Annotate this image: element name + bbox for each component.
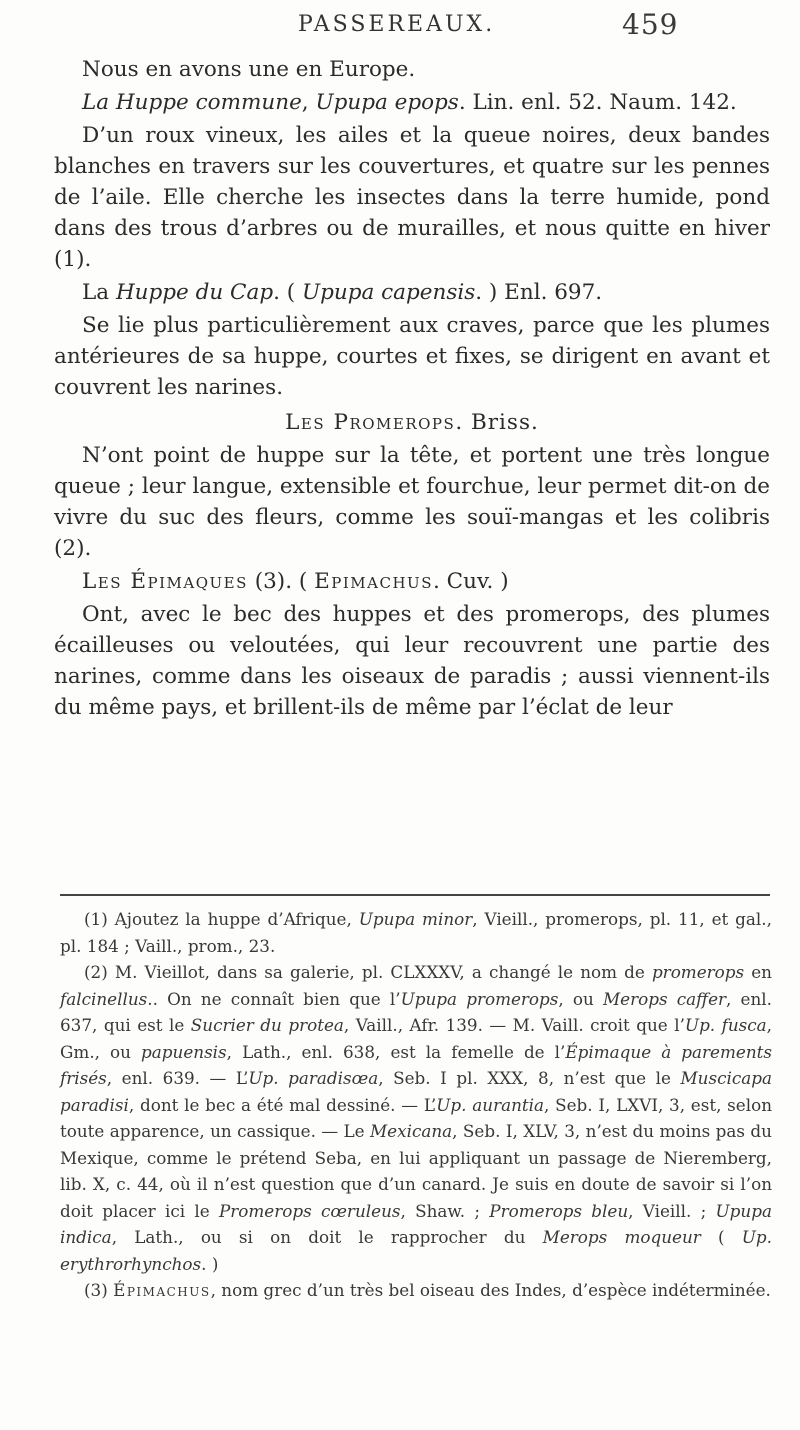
- text: (: [700, 1227, 742, 1247]
- text: La: [82, 280, 116, 305]
- text: , Gm., ou: [60, 1015, 772, 1062]
- text: Up. aurantia: [436, 1094, 545, 1115]
- text: Up. fusca: [684, 1015, 767, 1035]
- paragraph: [54, 54, 770, 85]
- text: papuensis: [141, 1041, 227, 1062]
- page-number: 459: [622, 8, 679, 41]
- text: (2) M. Vieillot, dans sa galerie, pl. CLXXXV, a changé le nom de: [84, 962, 652, 982]
- text: Épimaque à parements frisés: [60, 1041, 772, 1088]
- text: , Lath., enl. 638, est la femelle de l’: [226, 1041, 566, 1062]
- reference: . ) Enl. 697.: [475, 280, 603, 305]
- section-heading-promerops: [54, 407, 770, 438]
- latin-name: Upupa capensis: [301, 280, 476, 305]
- text: Up. erythrorhynchos: [60, 1227, 772, 1274]
- footnote-divider: [60, 894, 770, 896]
- entry-hoopoe-cape: [54, 277, 770, 308]
- running-title: PASSEREAUX.: [298, 12, 496, 37]
- text: Up. paradisœa: [248, 1068, 379, 1088]
- text: Nous en avons une en Europe.: [82, 57, 416, 82]
- entry-hoopoe-common: [54, 87, 770, 118]
- text: Sucrier du protea: [190, 1015, 344, 1035]
- text: Se lie plus particulièrement aux craves, parce que les plumes antérieures de sa huppe, courtes et fixes, se dirigent en avant et couvrent les narines.: [54, 313, 770, 400]
- text: Mexicana: [370, 1121, 453, 1141]
- heading-ref: . Briss.: [455, 410, 539, 435]
- text: Promerops bleu: [489, 1200, 629, 1221]
- text: D’un roux vineux, les ailes et la queue noires, deux bandes blanches en travers sur les couvertures, et quatre sur les pennes de l’aile. Elle cherche les insectes dans la terre humide, pond dans des trous d’arbres ou de murailles, et nous quitte en hiver (1).: [54, 123, 770, 272]
- text: , enl. 637, qui est le: [60, 988, 772, 1035]
- text: Upupa minor: [358, 909, 473, 929]
- text: (3). (: [247, 569, 315, 594]
- paragraph: [54, 310, 770, 403]
- footnotes: [60, 906, 772, 1304]
- text: promerops: [651, 962, 745, 982]
- text: Upupa promerops: [400, 988, 559, 1009]
- text: (1) Ajoutez la huppe d’Afrique,: [84, 909, 359, 929]
- text: . ): [201, 1253, 219, 1274]
- latin-name: Upupa epops: [315, 90, 459, 115]
- text: N’ont point de huppe sur la tête, et portent une très longue queue ; leur langue, extensible et fourchue, leur permet dit-on de vivre du suc des fleurs, comme les souï-mangas et les colibris (2).: [54, 443, 770, 561]
- text: Promerops cœruleus: [218, 1200, 401, 1221]
- text: Épimachus: [113, 1280, 211, 1300]
- text: falcinellus: [60, 988, 148, 1009]
- text: Merops moqueur: [542, 1227, 701, 1247]
- latin-name: Epimachus: [314, 569, 433, 594]
- text: ,: [301, 90, 316, 115]
- heading-ref: . Cuv. ): [432, 569, 509, 594]
- heading-name: Les Épimaques: [82, 569, 248, 594]
- text: en: [744, 962, 772, 982]
- text: , Lath., ou si on doit le rapprocher du: [111, 1227, 543, 1247]
- text: Muscicapa paradisi: [60, 1068, 772, 1115]
- paragraph: [54, 440, 770, 564]
- footnote-1: [60, 906, 772, 959]
- text: , Seb. I, XLV, 3, n’est du moins pas du Mexique, comme le prétend Seba, en lui appliquant un passage de Nieremberg, lib. X, c. 44, où il n’est question que d’un canard. Je suis en doute de savoir si l’on doit placer ici le: [60, 1121, 772, 1221]
- text: .. On ne connaît bien que l’: [147, 988, 401, 1009]
- running-head: [0, 8, 800, 48]
- heading-name: Les Promerops: [285, 410, 456, 435]
- text: , dont le bec a été mal dessiné. — L’: [128, 1094, 437, 1115]
- text: , nom grec d’un très bel oiseau des Indes, d’espèce indéterminée.: [210, 1280, 771, 1300]
- text: , Vaill., Afr. 139. — M. Vaill. croit que l’: [343, 1015, 685, 1035]
- reference: . Lin. enl. 52. Naum. 142.: [458, 90, 737, 115]
- section-heading-epimaques: [54, 566, 770, 597]
- text: Merops caffer: [603, 988, 727, 1009]
- text: Upupa indica: [60, 1200, 772, 1247]
- text: , Seb. I, LXVI, 3, est, selon toute apparence, un cassique. — Le: [60, 1094, 773, 1141]
- text: , Shaw. ;: [400, 1200, 490, 1221]
- species-name: La Huppe commune: [82, 90, 302, 115]
- text: , Vieill. ;: [628, 1200, 716, 1221]
- main-text: [54, 54, 770, 723]
- text: (3): [84, 1280, 114, 1300]
- text: Ont, avec le bec des huppes et des promerops, des plumes écailleuses ou veloutées, qui leur recouvrent une partie des narines, comme dans les oiseaux de paradis ; aussi viennent-ils du même pays, et brillent-ils de même par l’éclat de leur: [54, 602, 770, 720]
- paragraph: [54, 599, 770, 723]
- footnote-2: [60, 959, 772, 1277]
- text: , ou: [558, 988, 603, 1009]
- text: . (: [273, 280, 302, 305]
- paragraph: [54, 120, 770, 275]
- text: , Vieill., promerops, pl. 11, et gal., pl. 184 ; Vaill., prom., 23.: [60, 909, 772, 956]
- footnote-3: [60, 1277, 772, 1304]
- text: , Seb. I pl. XXX, 8, n’est que le: [378, 1068, 681, 1088]
- species-name: Huppe du Cap: [115, 280, 274, 305]
- text: , enl. 639. — L’: [106, 1068, 249, 1088]
